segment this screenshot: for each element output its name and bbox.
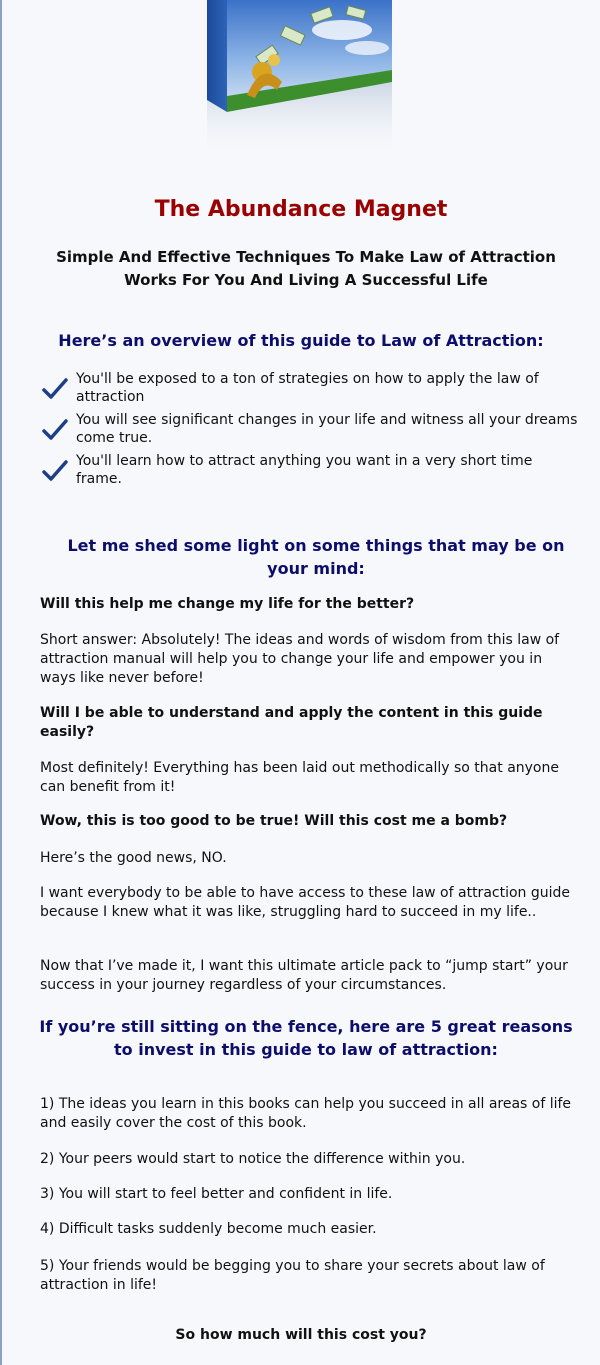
reason-item: 3) You will start to feel better and confident in life.	[40, 1186, 393, 1202]
overview-item-text: You'll learn how to attract anything you want in a very short time frame.	[76, 453, 533, 487]
ebook-cover-icon	[152, 0, 452, 160]
subtitle: Simple And Effective Techniques To Make Law of Attraction Works For You And Living A Successful Life	[56, 248, 556, 289]
page-title: The Abundance Magnet	[154, 197, 448, 222]
faq-question-1: Will this help me change my life for the better?	[40, 596, 415, 612]
faq-answer-3c: Now that I’ve made it, I want this ultimate article pack to “jump start” your success in your journey regardless of your circumstances.	[40, 958, 568, 993]
faq-heading: Let me shed some light on some things that may be on your mind:	[67, 536, 565, 578]
list-item	[42, 452, 582, 488]
reason-item: 1) The ideas you learn in this books can help you succeed in all areas of life and easily cover the cost of this book.	[40, 1096, 572, 1131]
faq-answer-2: Most definitely! Everything has been laid out methodically so that anyone can benefit from it!	[40, 760, 559, 795]
product-image	[152, 0, 452, 160]
faq-answer-3b: I want everybody to be able to have access to these law of attraction guide because I knew what it was like, struggling hard to succeed in my life..	[40, 885, 571, 920]
faq-question-3: Wow, this is too good to be true! Will this cost me a bomb?	[40, 813, 508, 829]
checkmark-icon	[42, 377, 68, 401]
reason-item: 5) Your friends would be begging you to share your secrets about law of attraction in life!	[40, 1258, 545, 1293]
faq-answer-1: Short answer: Absolutely! The ideas and words of wisdom from this law of attraction manual will help you to change your life and empower you in ways like never before!	[40, 632, 560, 686]
list-item	[42, 370, 582, 406]
reasons-heading: If you’re still sitting on the fence, here are 5 great reasons to invest in this guide to law of attraction:	[39, 1017, 573, 1059]
faq-question-2: Will I be able to understand and apply the content in this guide easily?	[40, 705, 543, 740]
reason-item: 4) Difficult tasks suddenly become much easier.	[40, 1221, 377, 1237]
overview-checklist	[42, 370, 582, 493]
faq-answer-3a: Here’s the good news, NO.	[40, 850, 227, 866]
list-item	[42, 411, 582, 447]
overview-item-text: You will see significant changes in your life and witness all your dreams come true.	[76, 412, 578, 446]
overview-item-text: You'll be exposed to a ton of strategies on how to apply the law of attraction	[76, 371, 539, 405]
overview-heading: Here’s an overview of this guide to Law of Attraction:	[58, 331, 544, 350]
checkmark-icon	[42, 459, 68, 483]
checkmark-icon	[42, 418, 68, 442]
closing-question: So how much will this cost you?	[175, 1327, 427, 1343]
reason-item: 2) Your peers would start to notice the difference within you.	[40, 1151, 466, 1167]
